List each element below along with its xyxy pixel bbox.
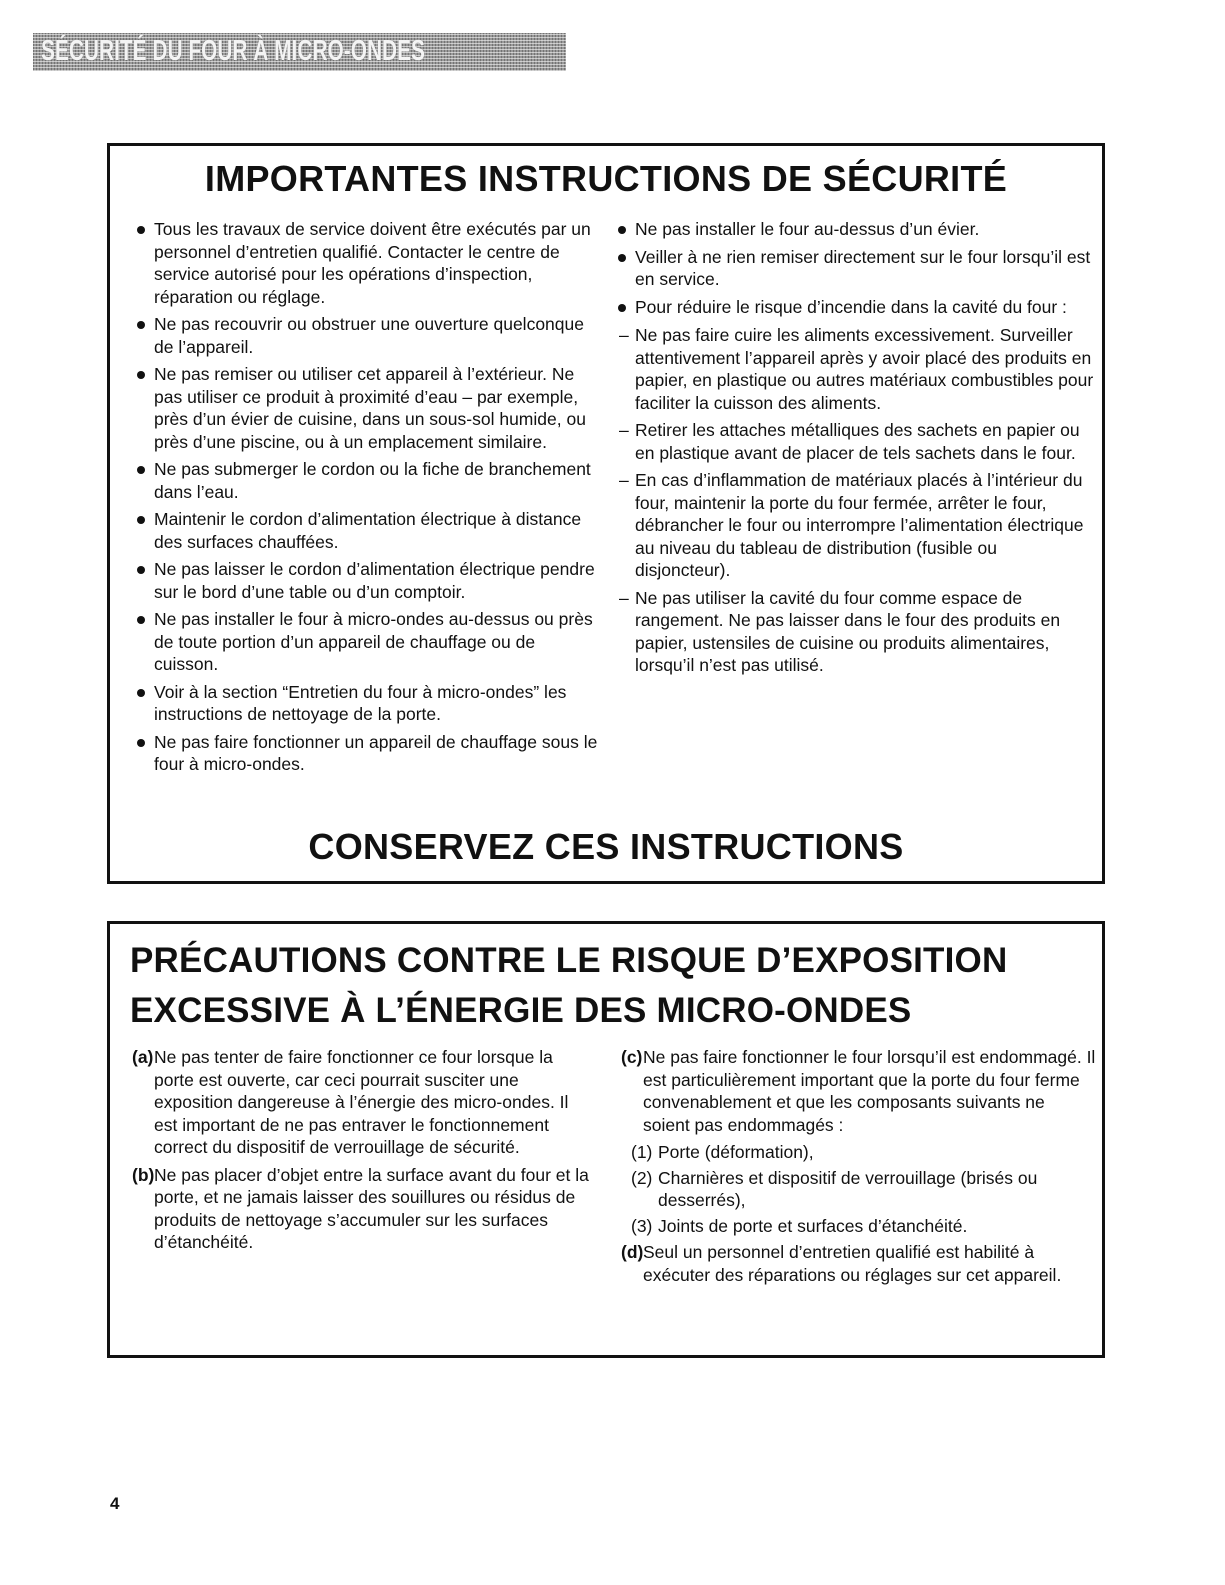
bullet-item: Tous les travaux de service doivent être exécutés par un personnel d’entretien qualifié. Contacter le centre de service autorisé pour les opérations d’inspection, réparation ou réglage.	[136, 218, 601, 308]
section-header-text: SÉCURITÉ DU FOUR À MICRO-ONDES	[41, 35, 425, 67]
section-header-banner	[33, 33, 566, 71]
numbered-item	[631, 1141, 1096, 1164]
dash-item: – Retirer les attaches métalliques des sachets en papier ou en plastique avant de placer de tels sachets dans le four.	[617, 419, 1097, 464]
bullet-item: Ne pas faire fonctionner un appareil de chauffage sous le four à micro-ondes.	[136, 731, 601, 776]
numbered-item	[631, 1167, 1096, 1212]
fire-risk-sublist	[617, 324, 1097, 677]
bullet-item: Ne pas remiser ou utiliser cet appareil à l’extérieur. Ne pas utiliser ce produit à proximité d’eau – par exemple, près d’un évier de cuisine, dans un sous-sol humide, ou près d’une piscine, ou à un emplacement similaire.	[136, 363, 601, 453]
dash-item: – En cas d’inflammation de matériaux placés à l’intérieur du four, maintenir la porte du four fermée, arrêter le four, débrancher le four ou interrompre l’alimentation électrique au niveau du tableau de distribution (fusible ou disjoncteur).	[617, 469, 1097, 582]
save-instructions-footer: CONSERVEZ CES INSTRUCTIONS	[308, 826, 904, 867]
bullet-item: Ne pas installer le four à micro-ondes au-dessus ou près de toute portion d’un appareil de chauffage ou de cuisson.	[136, 608, 601, 676]
microwave-exposure-precautions-box	[107, 921, 1105, 1358]
item-text: Seul un personnel d’entretien qualifié est habilité à exécuter des réparations ou réglages sur cet appareil.	[643, 1242, 1062, 1285]
precautions-box-title	[130, 936, 1092, 1036]
important-safety-instructions-box	[107, 143, 1105, 884]
dash-item: – Ne pas faire cuire les aliments excessivement. Surveiller attentivement l’appareil après y avoir placé des produits en papier, en plastique ou autres matériaux combustibles pour faciliter la cuisson des aliments.	[617, 324, 1097, 414]
precautions-left-column	[132, 1046, 594, 1259]
precaution-item-d	[621, 1241, 1096, 1286]
safety-right-column	[617, 218, 1097, 682]
item-text: Ne pas tenter de faire fonctionner ce four lorsque la porte est ouverte, car ceci pourrait susciter une exposition dangereuse à l’énergie des micro-ondes. Il est important de ne pas entraver le fonctionnement correct du dispositif de verrouillage de sécurité.	[154, 1047, 569, 1157]
bullet-item: Ne pas recouvrir ou obstruer une ouverture quelconque de l’appareil.	[136, 313, 601, 358]
precautions-title-line2: EXCESSIVE À L’ÉNERGIE DES MICRO-ONDES	[130, 991, 912, 1030]
item-label: (d)	[621, 1242, 644, 1262]
bullet-item-text: Pour réduire le risque d’incendie dans la cavité du four :	[635, 296, 1067, 317]
numbered-item	[631, 1215, 1096, 1238]
item-label: (c)	[621, 1047, 643, 1067]
damaged-components-list	[621, 1141, 1096, 1237]
bullet-item: Voir à la section “Entretien du four à micro-ondes” les instructions de nettoyage de la porte.	[136, 681, 601, 726]
numbered-item-text: Charnières et dispositif de verrouillage (brisés ou desserrés),	[658, 1167, 1038, 1210]
bullet-item: Veiller à ne rien remiser directement sur le four lorsqu’il est en service.	[617, 246, 1097, 291]
numbered-item-label: (2)	[631, 1167, 653, 1188]
precaution-item-a	[132, 1046, 594, 1159]
bullet-item: Ne pas submerger le cordon ou la fiche de branchement dans l’eau.	[136, 458, 601, 503]
item-text: Ne pas placer d’objet entre la surface avant du four et la porte, et ne jamais laisser des souillures ou résidus de produits de nettoyage s’accumuler sur les surfaces d’étanchéité.	[154, 1164, 589, 1252]
numbered-item-text: Joints de porte et surfaces d’étanchéité.	[658, 1215, 968, 1236]
precautions-title-line1: PRÉCAUTIONS CONTRE LE RISQUE D’EXPOSITION	[130, 941, 1008, 980]
safety-left-column	[136, 218, 601, 781]
numbered-item-label: (3)	[631, 1215, 653, 1236]
bullet-item: Ne pas installer le four au-dessus d’un évier.	[617, 218, 1097, 241]
numbered-item-text: Porte (déformation),	[658, 1142, 814, 1162]
bullet-item: Ne pas laisser le cordon d’alimentation électrique pendre sur le bord d’une table ou d’un comptoir.	[136, 558, 601, 603]
item-text: Ne pas faire fonctionner le four lorsqu’il est endommagé. Il est particulièrement important que la porte du four ferme convenablement et que les composants suivants ne soient pas endommagés :	[643, 1047, 1096, 1135]
item-label: (b)	[132, 1164, 155, 1185]
precaution-item-c	[621, 1046, 1096, 1136]
safety-box-title: IMPORTANTES INSTRUCTIONS DE SÉCURITÉ	[204, 158, 1008, 199]
dash-item: – Ne pas utiliser la cavité du four comme espace de rangement. Ne pas laisser dans le four des produits en papier, ustensiles de cuisine ou produits alimentaires, lorsqu’il n’est pas utilisé.	[617, 587, 1097, 677]
page-number: 4	[110, 1494, 120, 1513]
bullet-item: Maintenir le cordon d’alimentation électrique à distance des surfaces chauffées.	[136, 508, 601, 553]
item-label: (a)	[132, 1047, 154, 1067]
bullet-item-fire-risk	[617, 296, 1097, 319]
precaution-item-b	[132, 1164, 594, 1254]
precautions-right-column	[621, 1046, 1096, 1291]
numbered-item-label: (1)	[631, 1142, 653, 1162]
